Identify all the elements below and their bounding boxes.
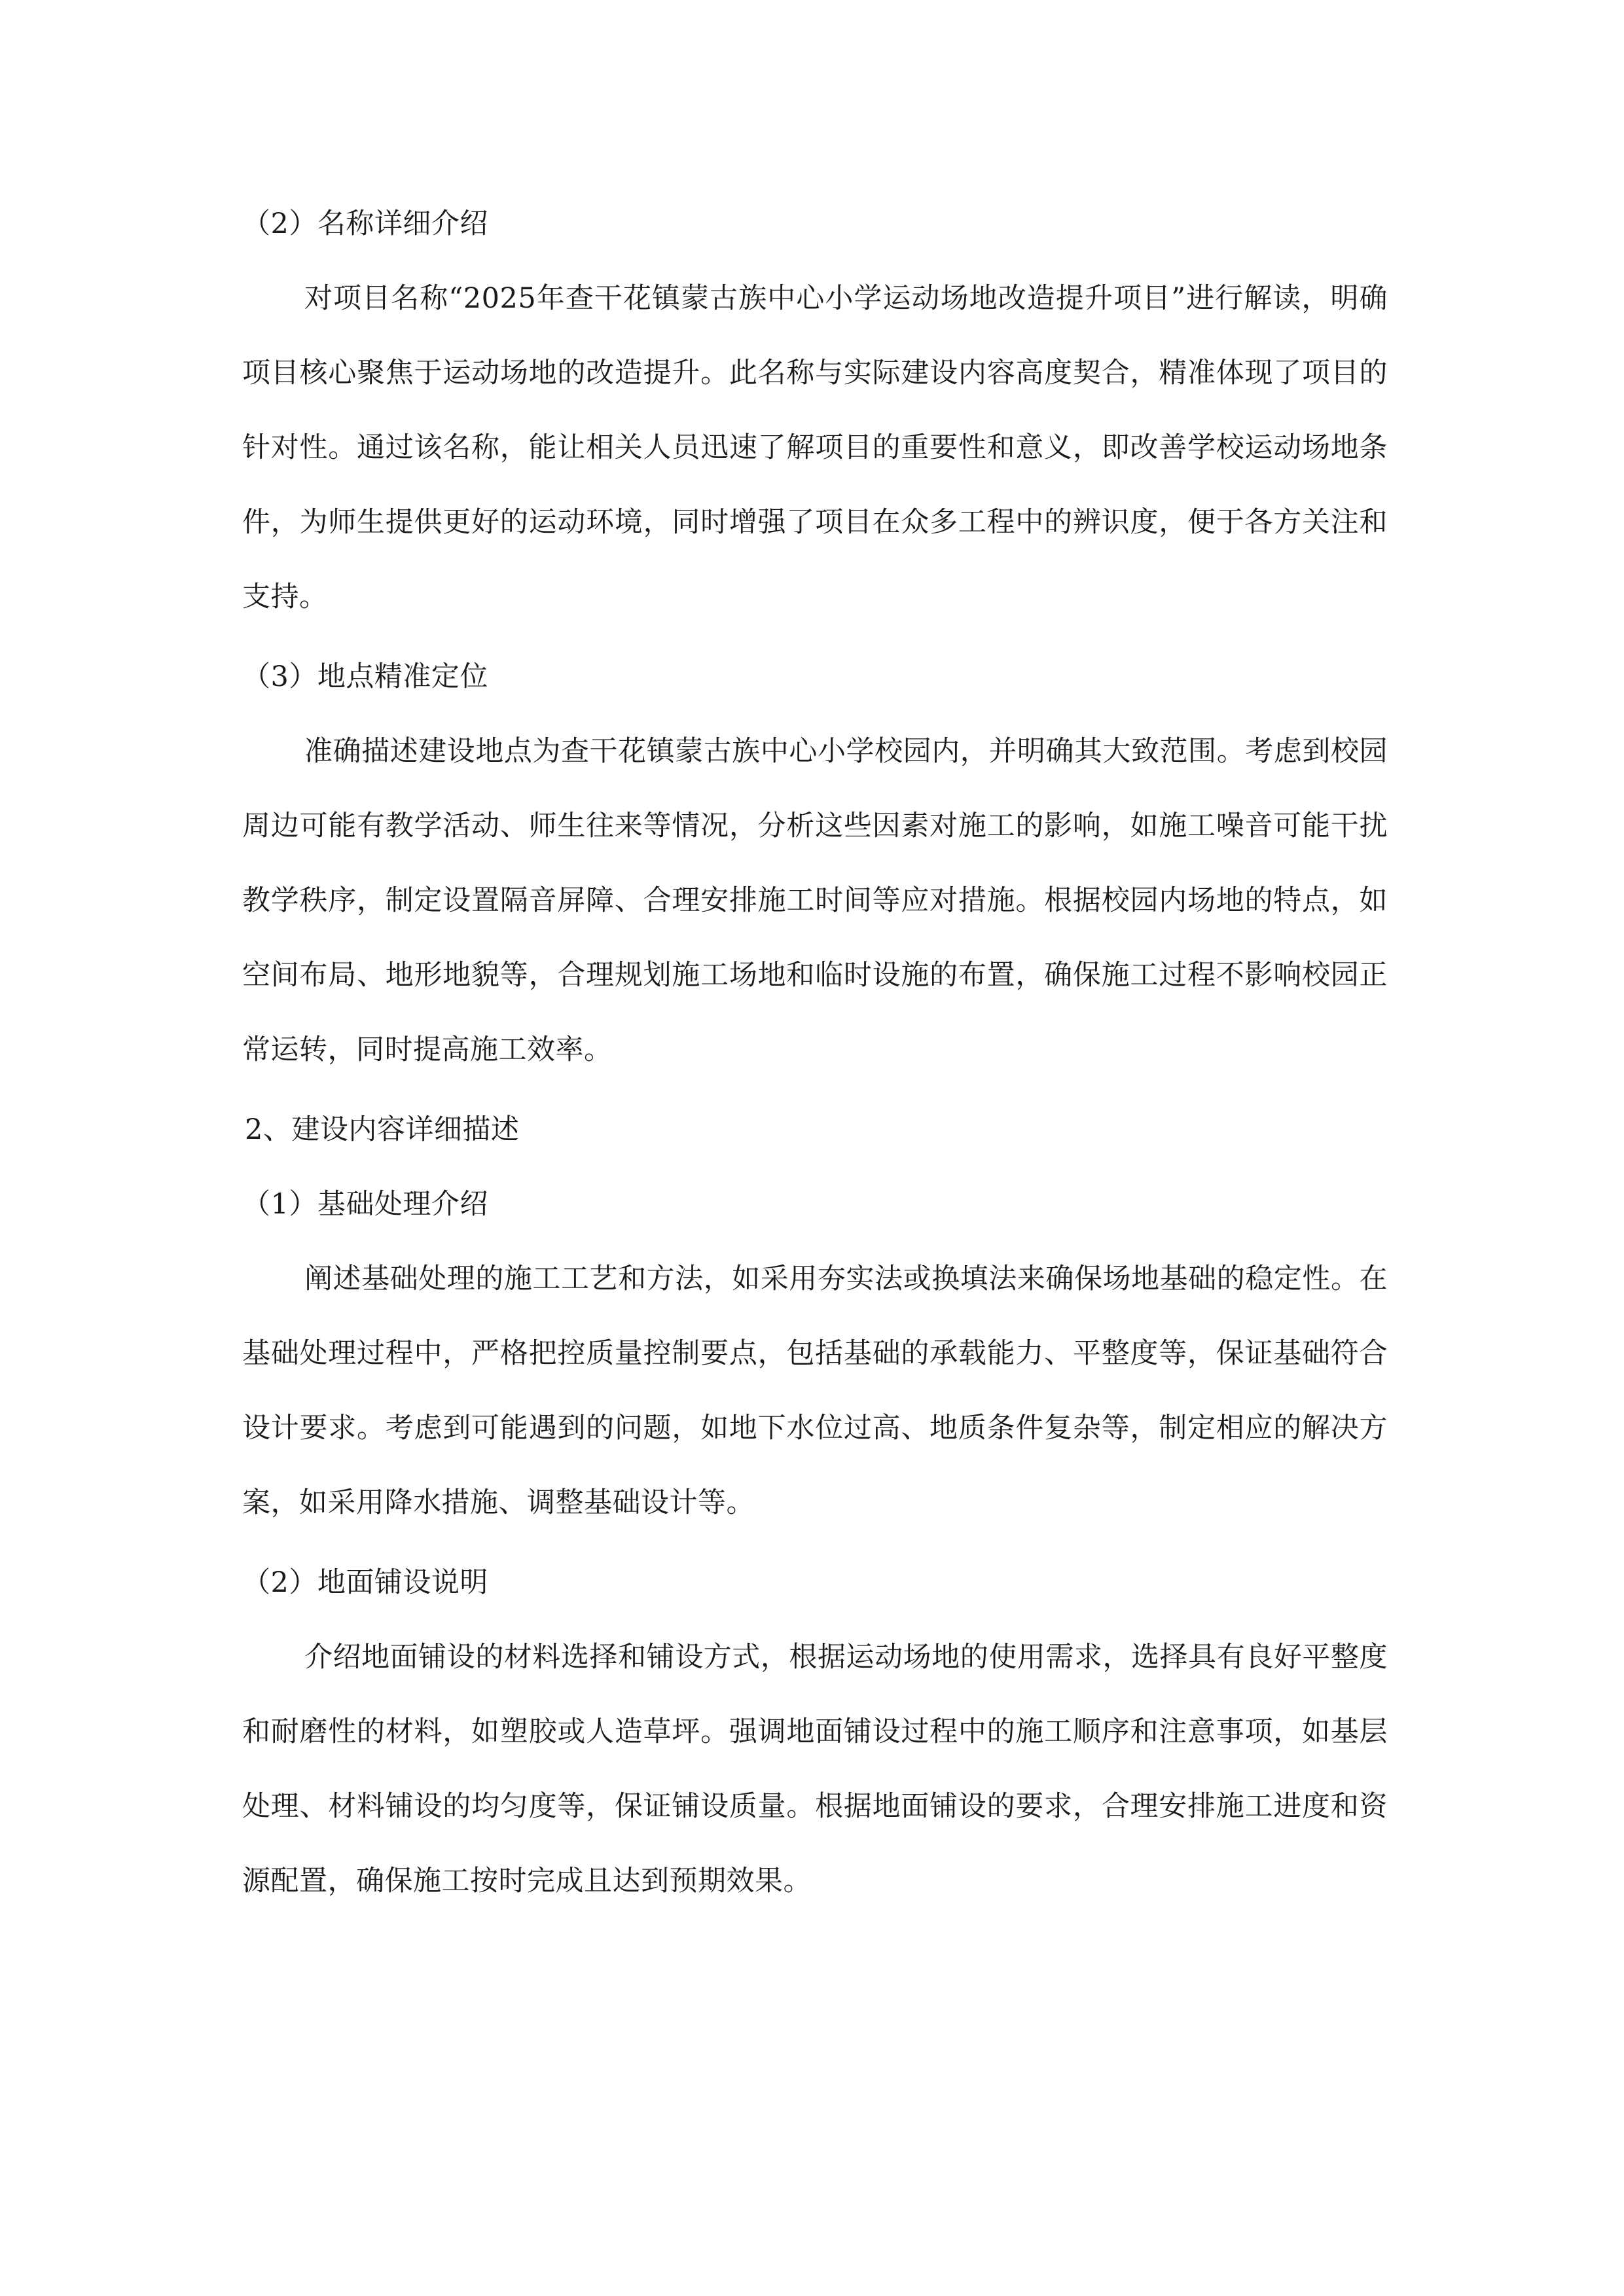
heading-construction-content: 2、建设内容详细描述 [245,1113,520,1146]
heading-name-detail: （2）名称详细介绍 [242,207,488,240]
paragraph-location: 准确描述建设地点为查干花镇蒙古族中心小学校园内，并明确其大致范围。考虑到校园周边可能有教学活动、师生往来等情况，分析这些因素对施工的影响，如施工噪音可能干扰教学秩序，制定设置隔音屏障、合理安排施工时间等应对措施。根据校园内场地的特点，如空间布局、地形地貌等，合理规划施工场地和临时设施的布置，确保施工过程不影响校园正常运转，同时提高施工效率。 [242,735,1388,1066]
document-body [242,187,1388,1918]
paragraph-name-detail: 对项目名称“2025年查干花镇蒙古族中心小学运动场地改造提升项目”进行解读，明确项目核心聚焦于运动场地的改造提升。此名称与实际建设内容高度契合，精准体现了项目的针对性。通过该名称，能让相关人员迅速了解项目的重要性和意义，即改善学校运动场地条件，为师生提供更好的运动环境，同时增强了项目在众多工程中的辨识度，便于各方关注和支持。 [242,282,1388,613]
paragraph-ground-paving: 介绍地面铺设的材料选择和铺设方式，根据运动场地的使用需求，选择具有良好平整度和耐磨性的材料，如塑胶或人造草坪。强调地面铺设过程中的施工顺序和注意事项，如基层处理、材料铺设的均匀度等，保证铺设质量。根据地面铺设的要求，合理安排施工进度和资源配置，确保施工按时完成且达到预期效果。 [242,1641,1388,1897]
paragraph-foundation: 阐述基础处理的施工工艺和方法，如采用夯实法或换填法来确保场地基础的稳定性。在基础处理过程中，严格把控质量控制要点，包括基础的承载能力、平整度等，保证基础符合设计要求。考虑到可能遇到的问题，如地下水位过高、地质条件复杂等，制定相应的解决方案，如采用降水措施、调整基础设计等。 [242,1263,1388,1519]
heading-foundation: （1）基础处理介绍 [242,1188,488,1221]
heading-ground-paving: （2）地面铺设说明 [242,1566,488,1599]
heading-location: （3）地点精准定位 [242,660,488,693]
